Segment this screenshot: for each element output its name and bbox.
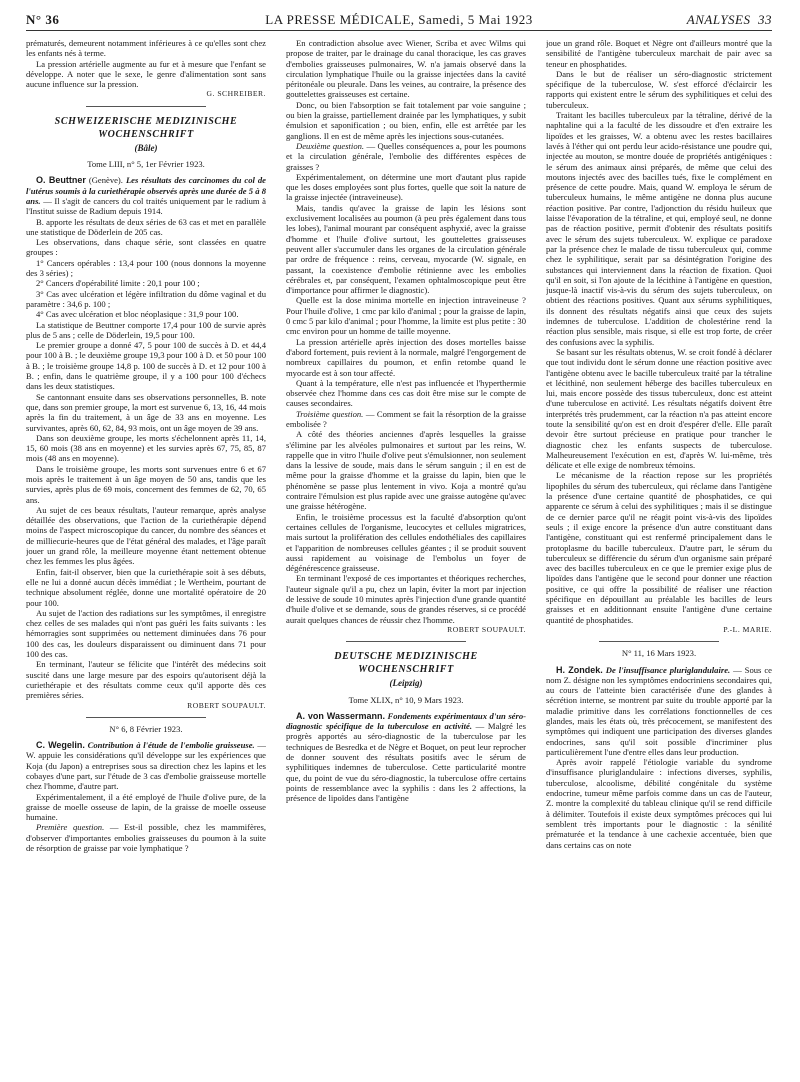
author-location: (Genève). [88,175,123,186]
divider [86,106,206,107]
paragraph: — Sous ce nom Z. désigne non les symptômes endocriniens secondaires qui, au cours de l'atteinte bien caractérisée d'une des glandes à sécrétion interne, se montrent par suite du trouble apporté par la maladie primitive dans les corrélations fonctionnelles de ces glandes, mais les états où, très précocement, se manifestent des symptômes qui indiquent une participation des diverses glandes endocrines, sans qu'il soit possible d'incriminer plus particulièrement l'une d'entre elles dans leur production. [546,664,772,757]
signature: ROBERT SOUPAULT. [187,700,266,710]
paragraph: En terminant, l'auteur se félicite que l'intérêt des médecins soit suscité dans une large mesure par des espoirs qu'autorisent déjà la curiethérapie et des résultats comme ceux qu'il apporte dès ces premières séries. [26,659,266,701]
paragraph: Se cantonnant ensuite dans ses observations personnelles, B. note que, dans son premier groupe, la mort est survenue 6, 13, 16, 44 mois après la fin du traitement, à un âge de 33 ans en moyenne. Les survivantes, après 60, 62, 84, 93 mois, ont un âge moyen de 39 ans. [26,391,266,433]
article-author: A. von Wassermann. [296,710,385,721]
article-author: O. Beuttner [36,175,86,186]
paragraph: A côté des théories anciennes d'après lesquelles la graisse s'élimine par les alvéoles pulmonaires et surtout par les reins, W. rappelle que in vitro l'huile d'olive peut s'émulsionner, non seulement dans la lessive de soude, mais dans le sérum sanguin ; il en est de même pour la graisse d'homme et la graisse du lapin, bien que le phénomène se passe plus lentement in vivo. Koja a montré qu'au contraire l'émulsion est plus rapide avec une graisse autogène qu'avec une graisse hétérogène. [286,429,526,512]
issue-date: Tome LIII, n° 5, 1er Février 1923. [87,159,205,170]
article-author: C. Wegelin. [36,740,85,751]
journal-title: SCHWEIZERISCHE MEDIZINISCHE WOCHENSCHRIFT [54,115,238,140]
list-item: 3° Cas avec ulcération et légère infiltration du dôme vaginal et du paramètre : 34,6 p. 100 ; [26,288,266,309]
divider [346,641,466,642]
divider [599,641,719,642]
section-and-page [687,12,772,28]
paragraph: Enfin, fait-il observer, bien que la curiethérapie soit à ses débuts, elle ne lui a donné aucun décès immédiat ; le Wertheim, pourtant de technique absolument réglée, donne une mortalité opératoire de 20 pour 100. [26,566,266,608]
paragraph: — Quelles conséquences a, pour les poumons et la circulation générale, l'embolie des différentes espèces de graisses ? [286,140,526,172]
paragraph: Traitant les bacilles tuberculeux par la tétraline, dérivé de la naphtaline qui a la faculté de les dissoudre et d'en extraire les lipoïdes et les graisses, W. a obtenu avec les restes bacillaires lavés à l'éther qui ont perdu leur acido-résistance une poudre qui, injectée au mouton, se montre douée de propriétés antigéniques : le sérum des animaux ainsi préparés, de même que celui des moutons injectés avec des bacilles tués, fixe le complément en présence de cette poudre. Mais, quand W. employa le sérum de tuberculeux humains, le même antigène ne donna plus aucune réaction positive. Par contre, l'adjonction du résidu huileux que laisse l'évaporation de la tétraline, et qui, employé seul, ne donne pas de réaction positive, permit d'obtenir des résultats positifs avec le sérum des sujets tuberculeux. W. explique ce paradoxe par la présence chez le malade de tissu tuberculeux qui, comme chez le syphilitique, serait par sa désintégration l'origine des substances qui interviennent dans la réaction de fixation. Quoi qu'il en soit, si l'on ajoute de la lécithine à l'antigène en question, jusque-là inactif vis-à-vis du sérum des sujets tuberculeux, on obtient des réactions positives. Quant aux sérums syphilitiques, ils donnent des résultats négatifs ainsi que ceux des sujets indemnes de tuberculose. L'addition de cholestérine rend la réaction plus sensible, mais risque, si elle est trop forte, de créer des confusions avec la syphilis. [546,110,772,347]
header-rule [26,30,772,31]
paragraph: En contradiction absolue avec Wiener, Scriba et avec Wilms qui propose de traiter, par le drainage du canal thoracique, les cas graves d'embolies graisseuses pulmonaires, W. n'a jamais observé dans la circulation lymphatique l'huile ou la graisse injectées dans la cavité péritonéale ou pleurale. Dans les veines, au contraire, la présence des gouttelettes graisseuses est certaine. [286,38,526,100]
issue-date: Tome XLIX, n° 10, 9 Mars 1923. [348,694,464,705]
signature: P.-L. MARIE. [723,624,772,634]
paragraph: Mais, tandis qu'avec la graisse de lapin les lésions sont exclusivement localisées au poumon (à peu près également dans tous les lobes), l'animal mourant par conséquent asphyxié, avec la graisse d'homme et l'huile d'olive surtout, les gouttelettes graisseuses peuvent aller s'accumuler dans les organes de la circulation générale par ordre de fréquence : reins, cerveau, myocarde (W. signale, en passant, la coexistence d'embolie rétinienne avec les embolies cérébrales et, par conséquent, l'examen ophtalmoscopique peut être d'importance pour affirmer le diagnostic). [286,202,526,296]
question-label: Première question. [36,822,105,833]
column-3 [546,38,772,1078]
paragraph: Enfin, le troisième processus est la faculté d'absorption qu'ont certaines cellules de l'organisme, leucocytes et cellules migratrices, mais surtout la prolifération des cellules endothéliales des capillaires et l'apparition de nombreuses cellules géantes ; il se produit souvent aussi rapidement au voisinage de l'embolus un foyer de dégénérescence graisseuse. [286,511,526,574]
list-item: 4° Cas avec ulcération et bloc néoplasique : 31,9 pour 100. [36,309,239,320]
paragraph: Quant à la température, elle n'est pas influencée et l'hyperthermie observée chez l'homme dans ces cas doit être mise sur le compte de causes secondaires. [286,377,526,409]
journal-city: (Leipzig) [389,678,423,689]
article-intro [26,175,266,216]
paragraph: La pression artérielle augmente au fur et à mesure que l'enfant se développe. A noter que le sexe, le genre d'alimentation sont sans aucune influence sur la pression. [26,58,266,90]
journal-title: DEUTSCHE MEDIZINISCHE WOCHENSCHRIFT [334,651,478,676]
question-label: Troisième question. [296,408,364,419]
paragraph: Au sujet de ces beaux résultats, l'auteur remarque, après analyse détaillée des observations, que l'action de la curiethérapie dépend moins de l'aspect microscopique du cancer, du nombre des séances et de milliecurie-heures que de l'état général des malades, et l'âge paraît jouer un grand rôle, la meilleure moyenne étant nettement obtenue chez les femmes les plus âgées. [26,504,266,567]
signature: G. SCHREIBER. [206,89,266,99]
paragraph: — Malgré les progrès apportés au séro-diagnostic de la tuberculose par les techniques de Besredka et de Nègre et Boquet, on peut leur reprocher de donner souvent des résultats positifs avec le sérum de syphilitiques indemnes de tuberculose. Cette particularité montre que, du point de vue du séro-diagnostic, la tuberculose offre certains points de ressemblance avec la syphilis : dans les 2 affections, la présence de lipoïdes dans l'antigène [286,721,526,804]
question-paragraph [286,141,526,172]
paragraph: Au sujet de l'action des radiations sur les symptômes, il enregistre chez celles de ses malades qui n'ont pas guéri les faits suivants : les hémorragies sont supprimées ou nettement diminuées dans 76 pour 100 des cas, les douleurs disparaissent ou diminuent dans 71 pour 100 des cas. [26,607,266,660]
signature: ROBERT SOUPAULT. [447,624,526,634]
running-title: LA PRESSE MÉDICALE, Samedi, 5 Mai 1923 [265,12,533,27]
paragraph: La pression artérielle après injection des doses mortelles baisse d'abord fortement, puis revient à la normale, malgré l'engorgement de nombreux capillaires du poumon, et enfin retombe quand le myocarde est à son tour affecté. [286,336,526,378]
divider [86,717,206,718]
paragraph: Le mécanisme de la réaction repose sur les propriétés lipophiles du sérum des tuberculeux, qui réclame dans l'antigène la présence d'une certaine quantité de phosphatides, ce qui apparente ce sérum à celui des syphilitiques ; mais il se distingue de ce dernier parce qu'il ne réagit point vis-à-vis des lipoïdes seuls ; il exige encore la présence d'un autre constituant dans l'antigène, constituant qui est renfermé principalement dans le protoplasme du bacille tuberculeux. D'autre part, le sérum du tuberculeux se différencie du sérum d'un organisme sain préparé avec des bacilles tuberculeux en ce que le premier exige plus de lipoïdes dans l'antigène que le second pour donner une réaction positive, ce qui offre la possibilité de réaliser une réaction spécifique en dépouillant au préalable les bacilles de leurs graisses et en additionnant ensuite l'antigène d'une certaine quantité de phosphatides. [546,470,772,625]
paragraph: Le premier groupe a donné 47, 5 pour 100 de succès à D. et 44,4 pour 100 à B. ; le deuxième groupe 19,3 pour 100 à D. et 50 pour 100 à B. ; le troisième groupe 14,8 p. 100 de succès à D. et 12 pour 100 à B. ; enfin, dans le quatrième groupe, il y a 100 pour 100 d'échecs dans les deux statistiques. [26,340,266,392]
page-number: 33 [758,12,772,27]
issue-date: N° 11, 16 Mars 1923. [621,648,697,659]
question-label: Deuxième question. [296,140,365,151]
article-intro [286,711,526,804]
issue-date: N° 6, 8 Février 1923. [109,723,183,734]
article-title: Les résultats des carcinomes du col de l'utérus soumis à la curiethérapie observés après une durée de 5 à 8 ans. [26,175,266,206]
paragraph: Expérimentalement, il a été employé de l'huile d'olive pure, de la graisse de moelle osseuse de lapin, de la graisse de moelle osseuse humaine. [26,791,266,823]
paragraph: — Comment se fait la résorption de la graisse embolisée ? [286,408,526,429]
section-label: ANALYSES [686,12,751,27]
article-title: Contribution à l'étude de l'embolie graisseuse. [87,740,255,751]
paragraph: En terminant l'exposé de ces importantes et théoriques recherches, l'auteur signale qu'il a pu, chez un lapin, éviter la mort par injection de lessive de soude 10 minutes après l'injection d'une grande quantité d'huile d'olive et se demande, sous de grandes réserves, si ce procédé aurait quelques chances de réussir chez l'homme. [286,573,526,625]
paragraph: Les observations, dans chaque série, sont classées en quatre groupes : [26,237,266,258]
paragraph: Dans son deuxième groupe, les morts s'échelonnent après 11, 14, 15, 60 mois (38 ans en moyenne) et les survies après 67, 75, 85, 87 mois (48 ans en moyenne). [26,432,266,464]
paragraph: joue un grand rôle. Boquet et Nègre ont d'ailleurs montré que la sensibilité de l'antigène tuberculeux marchait de pair avec sa teneur en phosphatides. [546,38,772,69]
article-author: H. Zondek. [556,664,603,675]
paragraph: Quelle est la dose minima mortelle en injection intraveineuse ? Pour l'huile d'olive, 1 cmc par kilo d'animal ; pour la graisse de lapin, 0 cmc 5 par kilo d'animal ; pour l'homme, la limite est plus petite : 30 cmc environ pour un homme de taille moyenne. [286,295,526,337]
paragraph: Se basant sur les résultats obtenus, W. se croit fondé à déclarer que tout individu dont le sérum donne une réaction positive avec l'antigène obtenu avec le bacille tuberculeux traité par la tétraline et lécithiné, non seulement héberge des bacilles tuberculeux en lui, mais encore possède des tissus tuberculeux, donc est atteint d'une tuberculose en activité. Les résultats négatifs doivent être interprétés très prudemment, car la réaction n'a pas atteint encore toute la sensibilité qu'on est en droit d'espérer d'elle. Elle paraît devoir être surtout précieuse en pratique pour trancher le diagnostic chez les enfants suspects de tuberculose. Malheureusement l'exécution en est, d'après W. lui-même, très délicate et elle exige de nombreux témoins. [546,346,772,471]
article-title: Fondements expérimentaux d'un séro-diagnostic spécifique de la tuberculose en activité. [286,710,526,732]
paragraph: — Est-il possible, chez les mammifères, d'observer d'importantes embolies graisseuses du poumon à la suite de résorption de graisse par voie lymphatique ? [26,822,266,854]
article-intro [26,740,266,791]
paragraph: prématurés, demeurent notamment inférieures à ce qu'elles sont chez les enfants nés à terme. [26,38,266,59]
paragraph: Dans le troisième groupe, les morts sont survenues entre 6 et 67 mois après le traitement à un âge moyen de 50 ans, tandis que les survies, après plus de 69 mois, concernent des femmes de 62, 70, 65 ans. [26,463,266,505]
paragraph: Après avoir rappelé l'étiologie variable du syndrome d'insuffisance pluriglandulaire : infections diverses, syphilis, tuberculose, alcoolisme, débilité congénitale du système endocrine, tumeur même parfois comme dans un cas de l'auteur, Z. montre la complexité du tableau clinique qu'il se rend difficile à délimiter. Toutefois il existe deux symptômes précoces qui lui semblent très importants pour le diagnostic : la sénilité prématurée et la tendance à une cachexie accentuée, bien que dans certains cas on note [546,757,772,850]
paragraph: Expérimentalement, on détermine une mort d'autant plus rapide que les doses employées sont plus fortes, quelle que soit la nature de la graisse injectée (intraveineuse). [286,171,526,203]
column-1 [26,38,266,1078]
question-paragraph [286,409,526,430]
question-paragraph [26,822,266,853]
list-item: 1° Cancers opérables : 13,4 pour 100 (nous donnons la moyenne des 3 séries) ; [26,257,266,279]
issue-number: N° 36 [26,12,60,27]
paragraph: Donc, ou bien l'absorption se fait totalement par voie sanguine ; ou bien la graisse, partiellement drainée par les lymphatiques, y subit émulsion et saponification ; ou bien, enfin, elle est arrêtée par les ganglions. Il en est de même après les injections sous-cutanées. [286,99,526,141]
journal-city: (Bâle) [134,142,158,153]
column-2 [286,38,526,1078]
paragraph: — Il s'agit de cancers du col traités uniquement par le radium à l'Institut suisse de Radium depuis 1914. [26,195,266,217]
list-item: 2° Cancers d'opérabilité limite : 20,1 pour 100 ; [36,278,200,289]
article-title: De l'insuffisance pluriglandulaire. [605,664,731,675]
paragraph: B. apporte les résultats de deux séries de 63 cas et met en parallèle une statistique de Döderlein de 205 cas. [26,216,266,237]
paragraph: La statistique de Beuttner comporte 17,4 pour 100 de survie après plus de 5 ans ; celle de Döderlein, 19,5 pour 100. [26,319,266,340]
paragraph: — W. appuie les considérations qu'il développe sur les expériences que Koja (du Japon) a entreprises sous sa direction chez les lapins et les cobayes d'une part, sur l'étude de 3 cas d'embolie graisseuse mortelle chez l'homme, d'autre part. [26,740,266,792]
paragraph: Dans le but de réaliser un séro-diagnostic strictement spécifique de la tuberculose, W. s'est efforcé d'éclaircir les rapports qui existent entre le sérum des syphilitiques et celui des tuberculeux. [546,68,772,110]
article-intro [546,665,772,758]
